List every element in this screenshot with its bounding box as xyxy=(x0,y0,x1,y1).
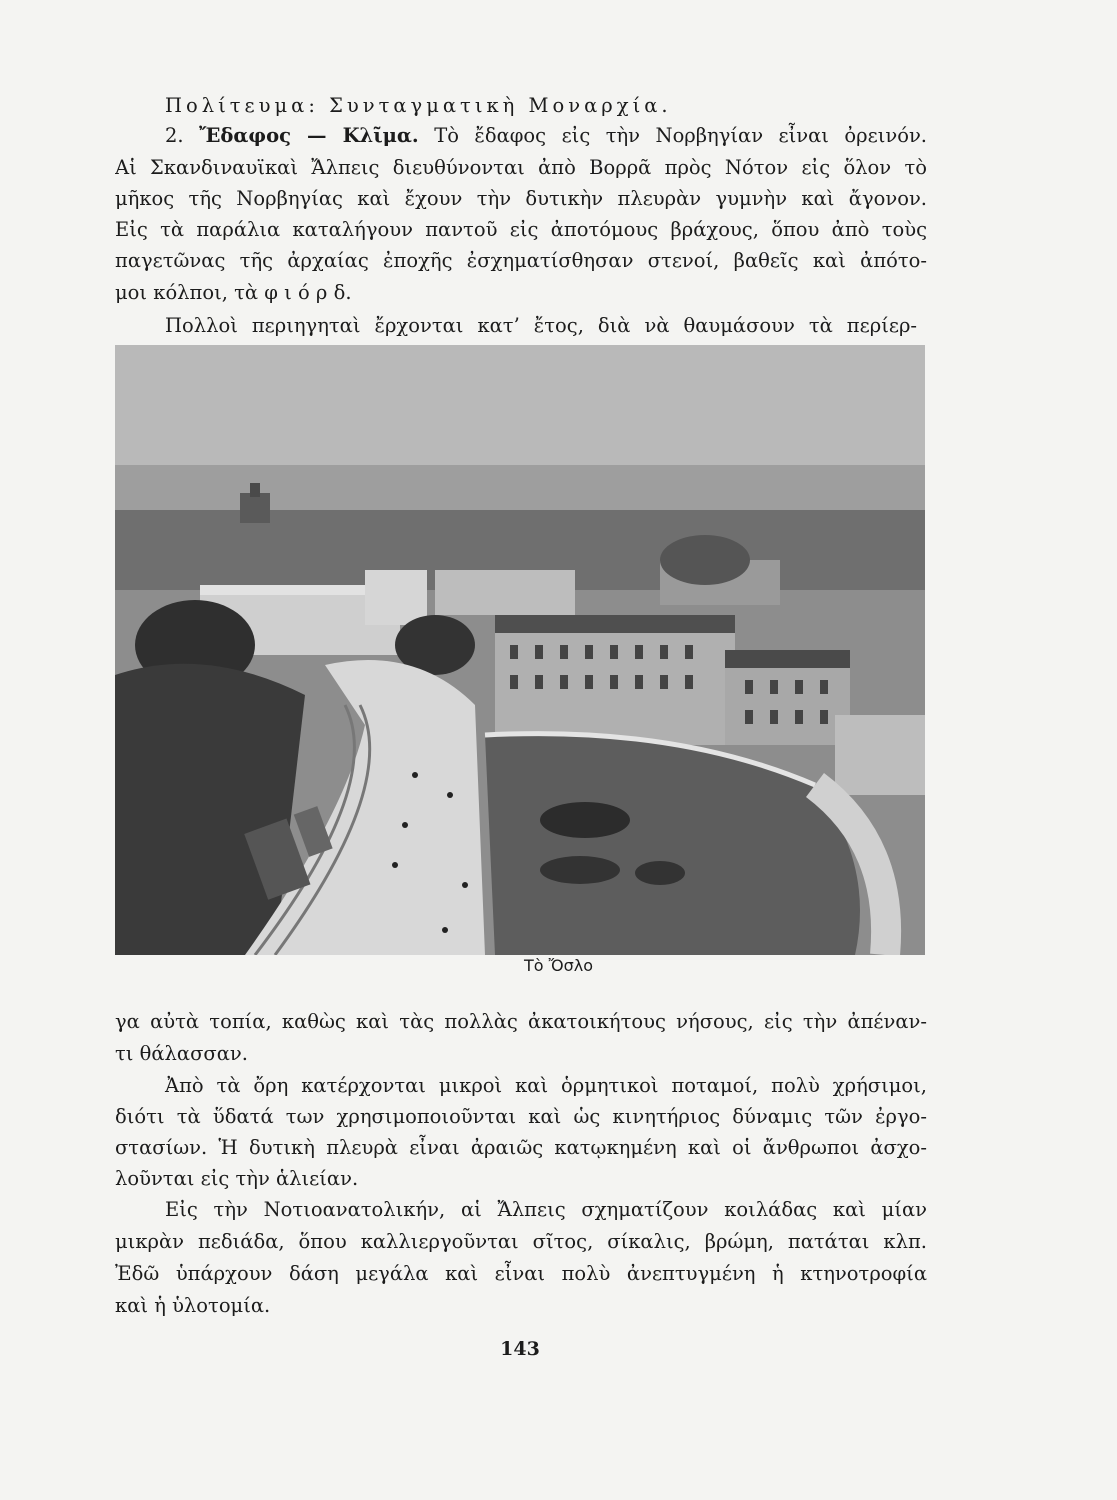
figure-caption: Τὸ Ὄσλο xyxy=(523,956,594,975)
body-line: Πολλοὶ περιηγηταὶ ἔρχονται κατ’ ἔτος, διὰ νὰ θαυμάσουν τὰ περίερ- xyxy=(165,314,917,337)
body-line: καὶ ἡ ὑλοτομία. xyxy=(115,1294,271,1317)
politeuma-line: Πολίτευμα: Συνταγματικὴ Μοναρχία. xyxy=(165,94,672,117)
section-title: Ἔδαφος — Κλῖμα. xyxy=(199,124,419,147)
body-line: Εἰς τὴν Νοτιοανατολικήν, αἱ Ἄλπεις σχηματίζουν κοιλάδας καὶ μίαν xyxy=(165,1198,927,1221)
body-line: διότι τὰ ὕδατά των χρησιμοποιοῦνται καὶ ὡς κινητήριος δύναμις τῶν ἐργο- xyxy=(115,1105,927,1128)
body-line: Ἀπὸ τὰ ὄρη κατέρχονται μικροὶ καὶ ὁρμητικοὶ ποταμοί, πολὺ χρήσιμοι, xyxy=(165,1074,927,1097)
body-line: τι θάλασσαν. xyxy=(115,1042,248,1065)
oslo-photo-drawing xyxy=(115,345,925,955)
oslo-photo xyxy=(115,345,925,955)
body-line: παγετῶνας τῆς ἀρχαίας ἐποχῆς ἐσχηματίσθησαν στενοί, βαθεῖς καὶ ἀπότο- xyxy=(115,249,927,272)
body-line: Αἱ Σκανδιναυϊκαὶ Ἄλπεις διευθύνονται ἀπὸ Βορρᾶ πρὸς Νότον εἰς ὅλον τὸ xyxy=(115,156,927,179)
body-line: λοῦνται εἰς τὴν ἁλιείαν. xyxy=(115,1167,359,1190)
body-line: Ἐδῶ ὑπάρχουν δάση μεγάλα καὶ εἶναι πολὺ ἀνεπτυγμένη ἡ κτηνοτροφία xyxy=(115,1262,927,1285)
body-line: μικρὰν πεδιάδα, ὅπου καλλιεργοῦνται σῖτος, σίκαλις, βρώμη, πατάται κλπ. xyxy=(115,1230,927,1253)
body-line: γα αὐτὰ τοπία, καθὼς καὶ τὰς πολλὰς ἀκατοικήτους νήσους, εἰς τὴν ἀπέναν- xyxy=(115,1010,927,1033)
body-line: μῆκος τῆς Νορβηγίας καὶ ἔχουν τὴν δυτικὴν πλευρὰν γυμνὴν καὶ ἄγονον. xyxy=(115,187,927,210)
section-first-line: Τὸ ἔδαφος εἰς τὴν Νορβηγίαν εἶναι ὀρεινόν. xyxy=(434,124,927,147)
page-number: 143 xyxy=(500,1338,540,1360)
body-line: στασίων. Ἡ δυτικὴ πλευρὰ εἶναι ἀραιῶς κατῳκημένη καὶ οἱ ἄνθρωποι ἀσχο- xyxy=(115,1136,927,1159)
section-heading-line xyxy=(165,122,927,150)
body-line: Εἰς τὰ παράλια καταλήγουν παντοῦ εἰς ἀποτόμους βράχους, ὅπου ἀπὸ τοὺς xyxy=(115,218,927,241)
section-number: 2. xyxy=(165,124,184,147)
body-line: μοι κόλποι, τὰ φ ι ό ρ δ. xyxy=(115,281,352,304)
